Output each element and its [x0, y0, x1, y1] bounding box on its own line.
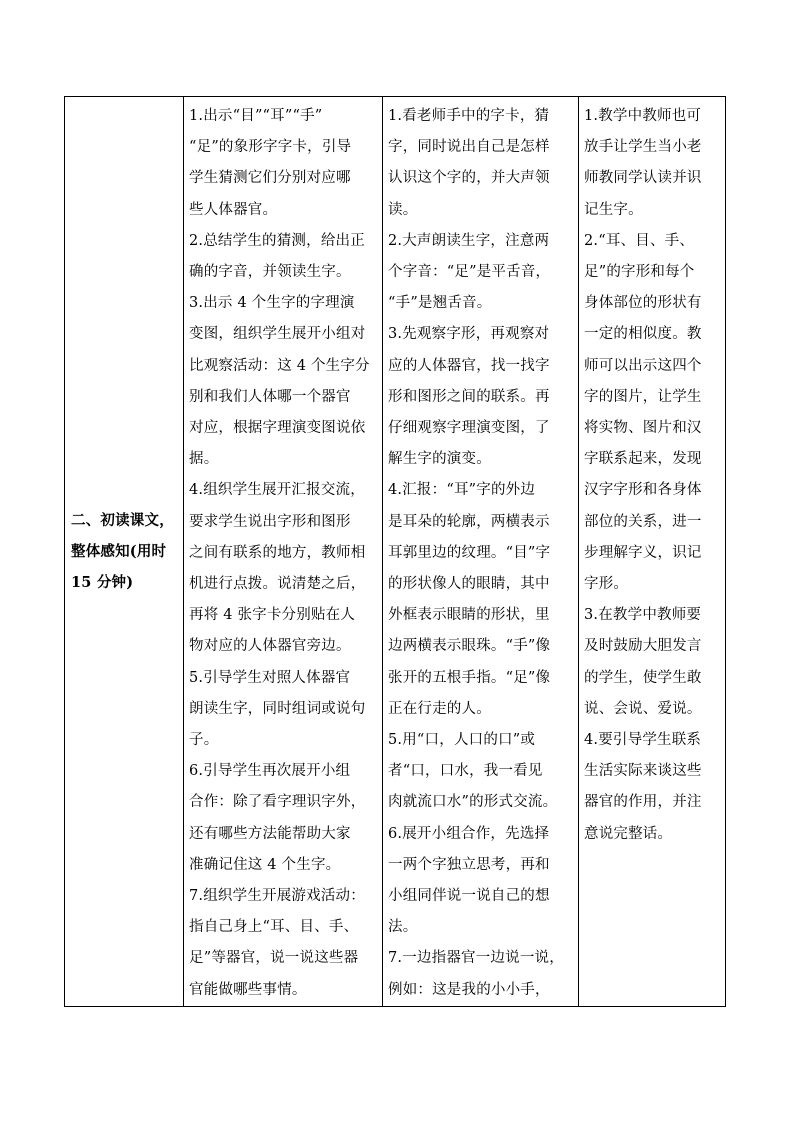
text-line: 说、会说、爱说。 [584, 700, 702, 717]
text-line: 还有哪些方法能帮助大家 [189, 825, 351, 842]
text-line: 4.组织学生展开汇报交流， [189, 482, 365, 499]
text-line: 5.引导学生对照人体器官 [189, 669, 351, 686]
text-line: 器官的作用，并注 [584, 794, 702, 811]
text-line: 仔细观察字理演变图，了 [388, 420, 550, 437]
text-line: 比观察活动：这 4 个生字分 [189, 357, 370, 374]
text-line: 4.汇报：“耳”字的外边 [388, 482, 536, 499]
text-line: 小组同伴说一说自己的想 [388, 888, 550, 905]
text-line: 肉就流口水”的形式交流。 [388, 794, 558, 811]
text-line: “手”是翘舌音。 [388, 295, 492, 312]
text-line: 1.教学中教师也可 [584, 108, 702, 124]
text-line: “足”的象形字字卡，引导 [189, 139, 352, 156]
text-line: 生活实际来谈这些 [584, 763, 702, 780]
table-row [65, 97, 726, 1007]
teacher-activity-cell [184, 97, 383, 1007]
text-line: 法。 [388, 919, 418, 936]
stage-label-line: 整体感知(用时 [71, 542, 167, 560]
text-line: 字形。 [584, 576, 629, 593]
text-line: 6.展开小组合作，先选择 [388, 825, 550, 842]
text-line: 外框表示眼睛的形状，里 [388, 607, 550, 624]
text-line: 师教同学认读并识 [584, 170, 702, 187]
text-line: 认识这个字的，并大声领 [388, 170, 550, 187]
text-line: 一定的相似度。教 [584, 326, 702, 343]
text-line: 张开的五根手指。“足”像 [388, 669, 551, 686]
text-line: 要求学生说出字形和图形 [189, 513, 351, 530]
text-line: 物对应的人体器官旁边。 [189, 638, 351, 655]
text-line: 确的字音，并领读生字。 [189, 264, 351, 281]
text-line: 2.大声朗读生字，注意两 [388, 232, 550, 249]
text-line: 读。 [388, 201, 418, 218]
text-line: 应的人体器官，找一找字 [388, 357, 550, 374]
text-line: 字，同时说出自己是怎样 [388, 139, 550, 156]
text-line: 例如：这是我的小小手， [388, 981, 550, 998]
text-line: 字联系起来，发现 [584, 451, 702, 468]
stage-label-line: 二、初读课文， [71, 511, 174, 529]
text-line: 变图，组织学生展开小组对 [189, 326, 366, 343]
text-line: 机进行点拨。说清楚之后， [189, 576, 366, 593]
text-line: 2.“耳、目、手、 [584, 232, 695, 249]
text-line: 耳郭里边的纹理。“目”字 [388, 544, 551, 561]
text-line: 准确记住这 4 个生字。 [189, 856, 341, 873]
text-line: 个字音：“足”是平舌音， [388, 264, 551, 281]
text-line: 6.引导学生再次展开小组 [189, 763, 351, 780]
text-line: 意说完整话。 [584, 825, 673, 842]
text-line: 4.要引导学生联系 [584, 732, 702, 749]
text-line: 师可以出示这四个 [584, 357, 702, 374]
text-line: 再将 4 张字卡分别贴在人 [189, 607, 356, 624]
text-line: 7.组织学生开展游戏活动： [189, 888, 365, 905]
text-line: 合作：除了看字理识字外， [189, 794, 366, 811]
text-line: 3.先观察字形，再观察对 [388, 326, 550, 343]
text-line: 的学生，使学生敢 [584, 669, 702, 686]
stage-cell [65, 97, 184, 1007]
text-line: 之间有联系的地方，教师相 [189, 544, 366, 561]
text-line: 子。 [189, 732, 219, 749]
text-line: 足”等器官，说一说这些器 [189, 950, 359, 967]
text-line: 1.看老师手中的字卡，猜 [388, 108, 550, 124]
text-line: 5.用“口，人口的口”或 [388, 732, 536, 749]
text-line: 3.在教学中教师要 [584, 607, 702, 624]
text-line: 3.出示 4 个生字的字理演 [189, 295, 355, 312]
text-line: 放手让学生当小老 [584, 139, 702, 156]
text-line: 朗读生字，同时组词或说句 [189, 700, 366, 717]
student-activity-cell [383, 97, 579, 1007]
text-line: 对应，根据字理演变图说依 [189, 420, 366, 437]
text-line: 者“口，口水，我一看见 [388, 763, 543, 780]
text-line: 正在行走的人。 [388, 700, 491, 717]
text-line: 指自己身上“耳、目、手、 [189, 919, 359, 936]
text-line: 的形状像人的眼睛，其中 [388, 576, 550, 593]
stage-label-line: 15 分钟) [71, 573, 134, 591]
text-line: 足”的字形和每个 [584, 264, 695, 281]
text-line: 汉字字形和各身体 [584, 482, 702, 499]
text-line: 别和我们人体哪一个器官 [189, 388, 351, 405]
text-line: 官能做哪些事情。 [189, 981, 307, 998]
lesson-plan-table [64, 96, 726, 1007]
text-line: 7.一边指器官一边说一说， [388, 950, 564, 967]
text-line: 身体部位的形状有 [584, 295, 702, 312]
text-line: 记生字。 [584, 201, 643, 218]
text-line: 解生字的演变。 [388, 451, 491, 468]
text-line: 将实物、图片和汉 [584, 420, 702, 437]
text-line: 据。 [189, 451, 219, 468]
text-line: 部位的关系，进一 [584, 513, 702, 530]
text-line: 1.出示“目”“耳”“手” [189, 108, 323, 124]
text-line: 形和图形之间的联系。再 [388, 388, 550, 405]
text-line: 些人体器官。 [189, 201, 278, 218]
text-line: 2.总结学生的猜测，给出正 [189, 232, 365, 249]
text-line: 及时鼓励大胆发言 [584, 638, 702, 655]
text-line: 步理解字义，识记 [584, 544, 702, 561]
text-line: 是耳朵的轮廓，两横表示 [388, 513, 550, 530]
design-notes-cell [579, 97, 726, 1007]
text-line: 学生猜测它们分别对应哪 [189, 170, 351, 187]
text-line: 一两个字独立思考，再和 [388, 856, 550, 873]
text-line: 字的图片，让学生 [584, 388, 702, 405]
text-line: 边两横表示眼珠。“手”像 [388, 638, 551, 655]
